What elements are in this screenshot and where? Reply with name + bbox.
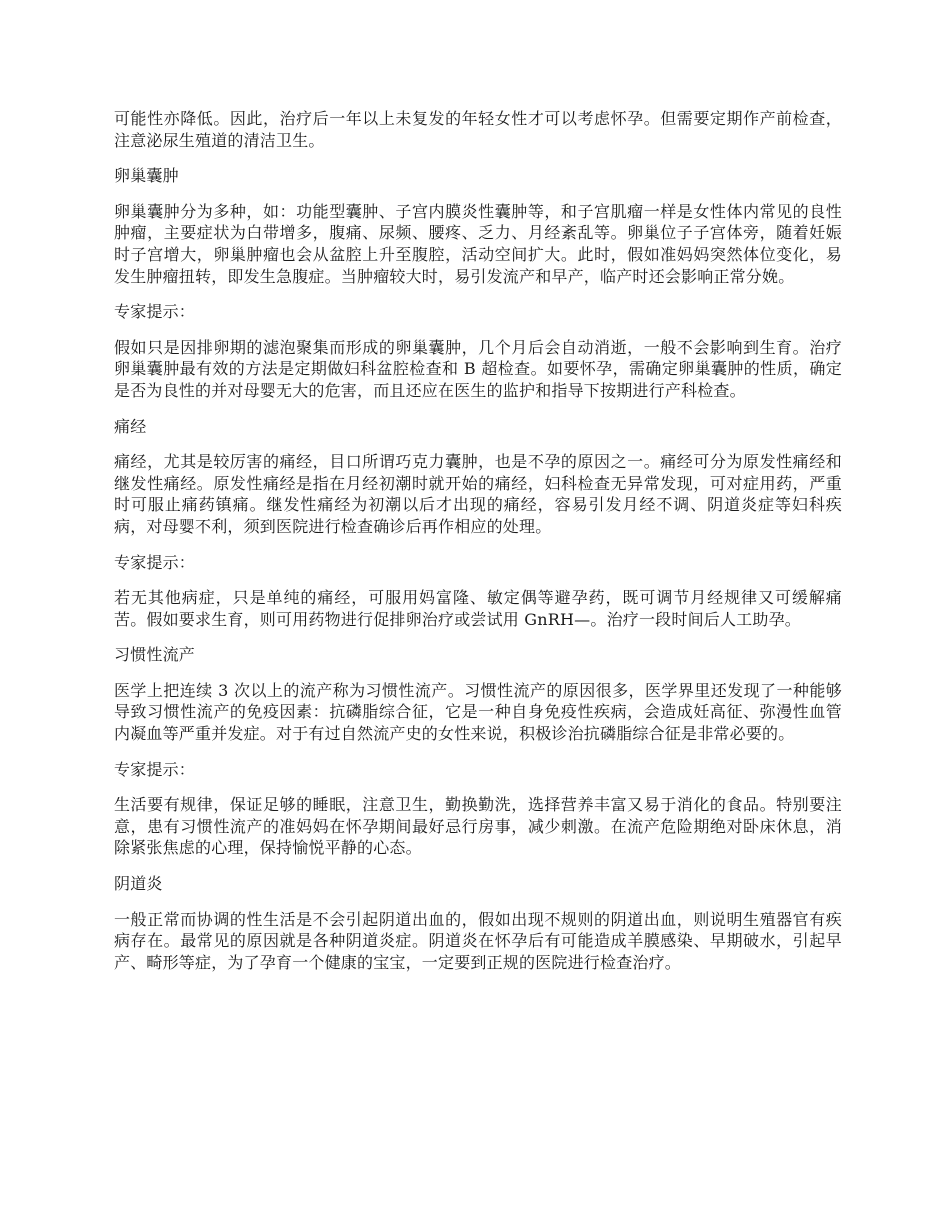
paragraph: 可能性亦降低。因此，治疗后一年以上未复发的年轻女性才可以考虑怀孕。但需要定期作产前检查，注意泌尿生殖道的清洁卫生。 <box>114 109 842 150</box>
paragraph: 卵巢囊肿分为多种，如：功能型囊肿、子宫内膜炎性囊肿等，和子宫肌瘤一样是女性体内常见的良性肿瘤，主要症状为白带增多，腹痛、尿频、腰疼、乏力、月经紊乱等。卵巢位子子宫体旁，随着妊娠时子宫增大，卵巢肿瘤也会从盆腔上升至腹腔，活动空间扩大。此时，假如准妈妈突然体位变化，易发生肿瘤扭转，即发生急腹症。当肿瘤较大时，易引发流产和早产，临产时还会影响正常分娩。 <box>114 201 842 286</box>
paragraph: 生活要有规律，保证足够的睡眠，注意卫生，勤换勤洗，选择营养丰富又易于消化的食品。特别要注意，患有习惯性流产的准妈妈在怀孕期间最好忌行房事，减少刺激。在流产危险期绝对卧床休息，消除紧张焦虑的心理，保持愉悦平静的心态。 <box>114 795 842 858</box>
paragraph: 一般正常而协调的性生活是不会引起阴道出血的，假如出现不规则的阴道出血，则说明生殖器官有疾病存在。最常见的原因就是各种阴道炎症。阴道炎在怀孕后有可能造成羊膜感染、早期破水，引起早产、畸形等症，为了孕育一个健康的宝宝，一定要到正规的医院进行检查治疗。 <box>114 909 842 972</box>
paragraph: 医学上把连续 3 次以上的流产称为习惯性流产。习惯性流产的原因很多，医学界里还发现了一种能够导致习惯性流产的免疫因素：抗磷脂综合征，它是一种自身免疫性疾病，会造成妊高征、弥漫性血管内凝血等严重并发症。对于有过自然流产史的女性来说，积极诊治抗磷脂综合征是非常必要的。 <box>114 680 842 744</box>
document-page <box>114 108 842 987</box>
section-heading: 痛经 <box>114 416 147 436</box>
section-heading: 阴道炎 <box>114 874 163 894</box>
expert-tip-heading: 专家提示： <box>114 759 196 779</box>
expert-tip-heading: 专家提示： <box>114 552 196 572</box>
section-heading: 习惯性流产 <box>114 645 196 665</box>
expert-tip-heading: 专家提示： <box>114 302 196 322</box>
paragraph: 假如只是因排卵期的滤泡聚集而形成的卵巢囊肿，几个月后会自动消逝，一般不会影响到生育。治疗卵巢囊肿最有效的方法是定期做妇科盆腔检查和 B 超检查。如要怀孕，需确定卵巢囊肿的性质，确定是否为良性的并对母婴无大的危害，而且还应在医生的监护和指导下按期进行产科检查。 <box>114 337 842 400</box>
paragraph: 痛经，尤其是较厉害的痛经，目口所谓巧克力囊肿，也是不孕的原因之一。痛经可分为原发性痛经和继发性痛经。原发性痛经是指在月经初潮时就开始的痛经，妇科检查无异常发现，可对症用药，严重时可服止痛药镇痛。继发性痛经为初潮以后才出现的痛经，容易引发月经不调、阴道炎症等妇科疾病，对母婴不利，须到医院进行检查确诊后再作相应的处理。 <box>114 452 842 536</box>
paragraph: 若无其他病症，只是单纯的痛经，可服用妈富隆、敏定偶等避孕药，既可调节月经规律又可缓解痛苦。假如要求生育，则可用药物进行促排卵治疗或尝试用 GnRH—。治疗一段时间后人工助孕。 <box>114 588 842 629</box>
section-heading: 卵巢囊肿 <box>114 166 179 186</box>
